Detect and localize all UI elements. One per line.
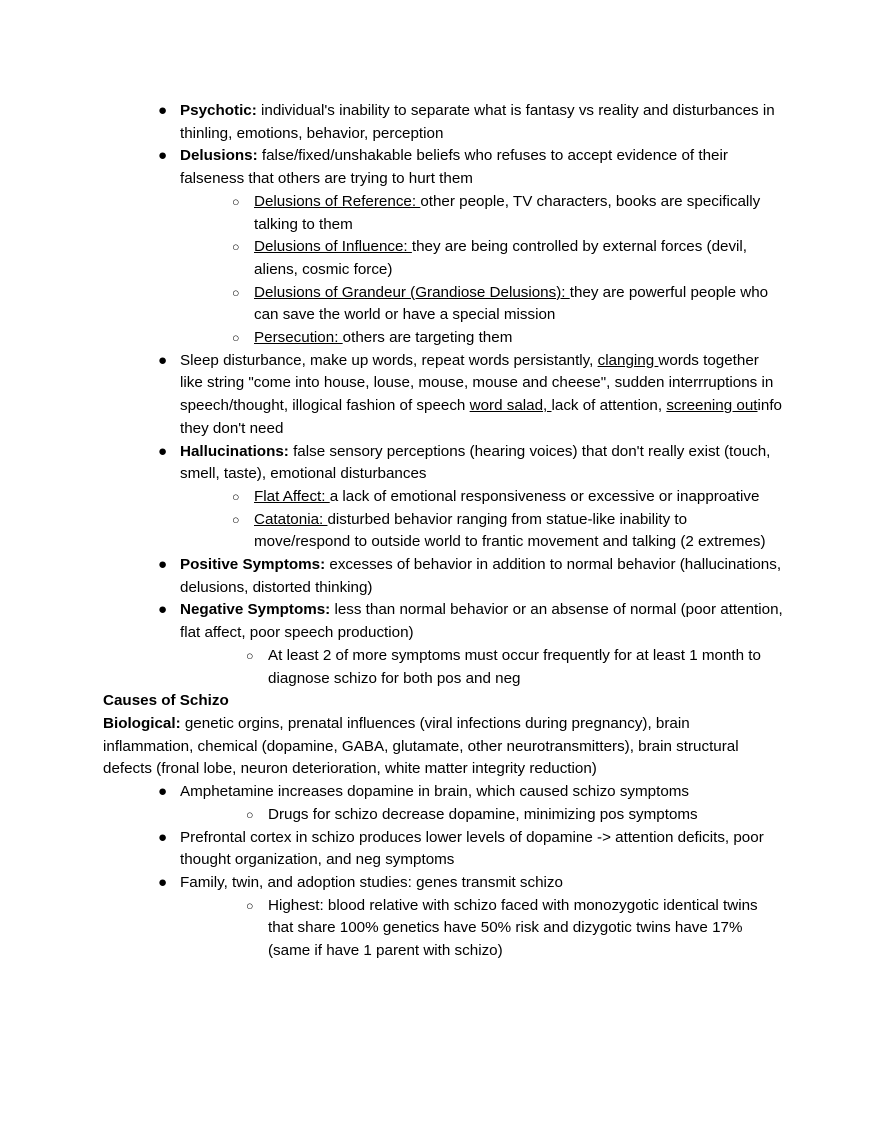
bullet-circle-icon: ○ xyxy=(246,648,254,663)
list-item-text xyxy=(180,556,781,596)
list-item xyxy=(158,599,783,690)
term-label-underlined: Flat Affect: xyxy=(254,487,330,505)
list-item xyxy=(246,804,783,827)
list-item-text xyxy=(180,601,783,641)
underlined-text: screening out xyxy=(666,397,758,415)
bullet-disc-icon: ● xyxy=(158,601,168,619)
bullet-disc-icon: ● xyxy=(158,556,168,574)
bullet-circle-icon: ○ xyxy=(232,194,240,209)
list-item xyxy=(232,282,783,327)
body-text: Highest: blood relative with schizo faced with monozygotic identical twins that share 100% genetics have 50% risk and dizygotic twins have 17% (same if have 1 parent with schizo) xyxy=(268,896,758,960)
bullet-circle-icon: ○ xyxy=(246,807,254,822)
list-item xyxy=(232,236,783,281)
notes-body xyxy=(103,100,783,963)
list-item xyxy=(232,191,783,236)
list-item-text xyxy=(254,488,759,505)
section-heading-text: Causes of Schizo xyxy=(103,692,229,710)
term-label-underlined: Delusions of Grandeur (Grandiose Delusions): xyxy=(254,283,570,301)
bullet-disc-icon: ● xyxy=(158,351,168,369)
list-item-text xyxy=(268,806,698,823)
list-item-text xyxy=(180,352,782,437)
list-item xyxy=(246,895,783,963)
bullet-disc-icon: ● xyxy=(158,873,168,891)
list-item xyxy=(232,509,783,554)
term-label: Biological: xyxy=(103,714,181,732)
bullet-list-level-2 xyxy=(180,191,783,350)
bullet-list-level-2 xyxy=(180,645,783,690)
list-item-text xyxy=(254,284,768,324)
list-item-text xyxy=(180,874,563,891)
bullet-circle-icon: ○ xyxy=(232,285,240,300)
list-item xyxy=(158,554,783,599)
body-text: others are targeting them xyxy=(342,329,513,347)
body-text: they are powerful people who can save the world or have a special mission xyxy=(254,283,769,324)
term-label: Positive Symptoms: xyxy=(180,556,326,574)
bullet-circle-icon: ○ xyxy=(232,512,240,527)
list-item xyxy=(158,827,783,872)
list-item xyxy=(158,781,783,826)
body-text: words together like string "come into house, louse, mouse, mouse and cheese", sudden interrruptions in speech/thought, illogical fashion of speech xyxy=(180,351,774,415)
list-item-text xyxy=(254,329,512,346)
bullet-disc-icon: ● xyxy=(158,442,168,460)
body-text: false/fixed/unshakable beliefs who refuses to accept evidence of their falseness that others are trying to hurt them xyxy=(180,147,728,188)
body-text: excesses of behavior in addition to normal behavior (hallucinations, delusions, distorted thinking) xyxy=(180,556,782,596)
bullet-list-level-2 xyxy=(180,804,783,827)
bullet-disc-icon: ● xyxy=(158,102,168,119)
list-item xyxy=(158,441,783,555)
list-item-text xyxy=(268,647,761,687)
section-heading xyxy=(103,690,783,713)
list-item-text xyxy=(180,102,775,142)
list-item xyxy=(158,350,783,441)
term-label: Hallucinations: xyxy=(180,442,289,460)
term-label-underlined: Delusions of Reference: xyxy=(254,192,421,210)
body-text: info they don't need xyxy=(180,397,783,437)
body-text: a lack of emotional responsiveness or excessive or inapproative xyxy=(329,487,760,505)
body-text: individual's inability to separate what is fantasy vs reality and disturbances in thinling, emotions, behavior, perception xyxy=(180,102,775,142)
body-text: Sleep disturbance, make up words, repeat words persistantly, xyxy=(180,351,598,369)
list-item-text xyxy=(180,443,770,483)
underlined-text: clanging xyxy=(597,351,659,369)
list-item-text xyxy=(268,897,758,959)
term-label-underlined: Delusions of Influence: xyxy=(254,238,412,256)
body-text: genetic orgins, prenatal influences (viral infections during pregnancy), brain inflammation, chemical (dopamine, GABA, glutamate, other neurotransmitters), brain structural defects (fronal lobe, neuron deterioration, white matter integrity reduction) xyxy=(103,714,739,778)
list-item xyxy=(232,486,783,509)
term-label-underlined: Persecution: xyxy=(254,329,343,347)
body-text: they are being controlled by external forces (devil, aliens, cosmic force) xyxy=(254,238,748,278)
term-label-underlined: Catatonia: xyxy=(254,510,328,528)
list-item-text xyxy=(180,783,689,800)
body-text: false sensory perceptions (hearing voices) that don't really exist (touch, smell, taste), emotional disturbances xyxy=(180,442,771,483)
term-label: Negative Symptoms: xyxy=(180,601,331,619)
bullet-disc-icon: ● xyxy=(158,828,168,846)
body-text: Drugs for schizo decrease dopamine, minimizing pos symptoms xyxy=(268,805,698,823)
body-text: disturbed behavior ranging from statue-like inability to move/respond to outside world to frantic movement and talking (2 extremes) xyxy=(254,510,766,551)
list-item-text xyxy=(180,147,728,187)
paragraph xyxy=(103,713,783,781)
bullet-circle-icon: ○ xyxy=(232,240,240,255)
bullet-list-level-2 xyxy=(180,486,783,554)
bullet-circle-icon: ○ xyxy=(232,331,240,346)
bullet-circle-icon: ○ xyxy=(246,898,254,913)
bullet-disc-icon: ● xyxy=(158,783,168,801)
list-item-text xyxy=(254,511,766,551)
list-item-text xyxy=(254,193,760,233)
bullet-disc-icon: ● xyxy=(158,147,168,165)
bullet-list-level-1 xyxy=(103,100,783,690)
list-item xyxy=(158,145,783,349)
list-item-text xyxy=(254,238,747,278)
body-text: less than normal behavior or an absense of normal (poor attention, flat affect, poor speech production) xyxy=(180,601,783,642)
term-label: Psychotic: xyxy=(180,102,257,119)
bullet-circle-icon: ○ xyxy=(232,489,240,504)
body-text: other people, TV characters, books are specifically talking to them xyxy=(254,192,761,233)
term-label: Delusions: xyxy=(180,147,258,165)
body-text: At least 2 of more symptoms must occur frequently for at least 1 month to diagnose schizo for both pos and neg xyxy=(268,646,761,687)
body-text: Amphetamine increases dopamine in brain, which caused schizo symptoms xyxy=(180,783,690,801)
body-text: lack of attention, xyxy=(551,397,667,415)
list-item xyxy=(232,327,783,350)
list-item-text xyxy=(180,829,764,869)
underlined-text: word salad, xyxy=(469,397,552,415)
list-item xyxy=(246,645,783,690)
list-item xyxy=(158,100,783,145)
body-text: Family, twin, and adoption studies: genes transmit schizo xyxy=(180,873,563,891)
bullet-list-level-2 xyxy=(180,895,783,963)
bullet-list-level-1 xyxy=(103,781,783,963)
body-text: Prefrontal cortex in schizo produces lower levels of dopamine -> attention deficits, poor thought organization, and neg symptoms xyxy=(180,828,764,869)
list-item xyxy=(158,872,783,963)
